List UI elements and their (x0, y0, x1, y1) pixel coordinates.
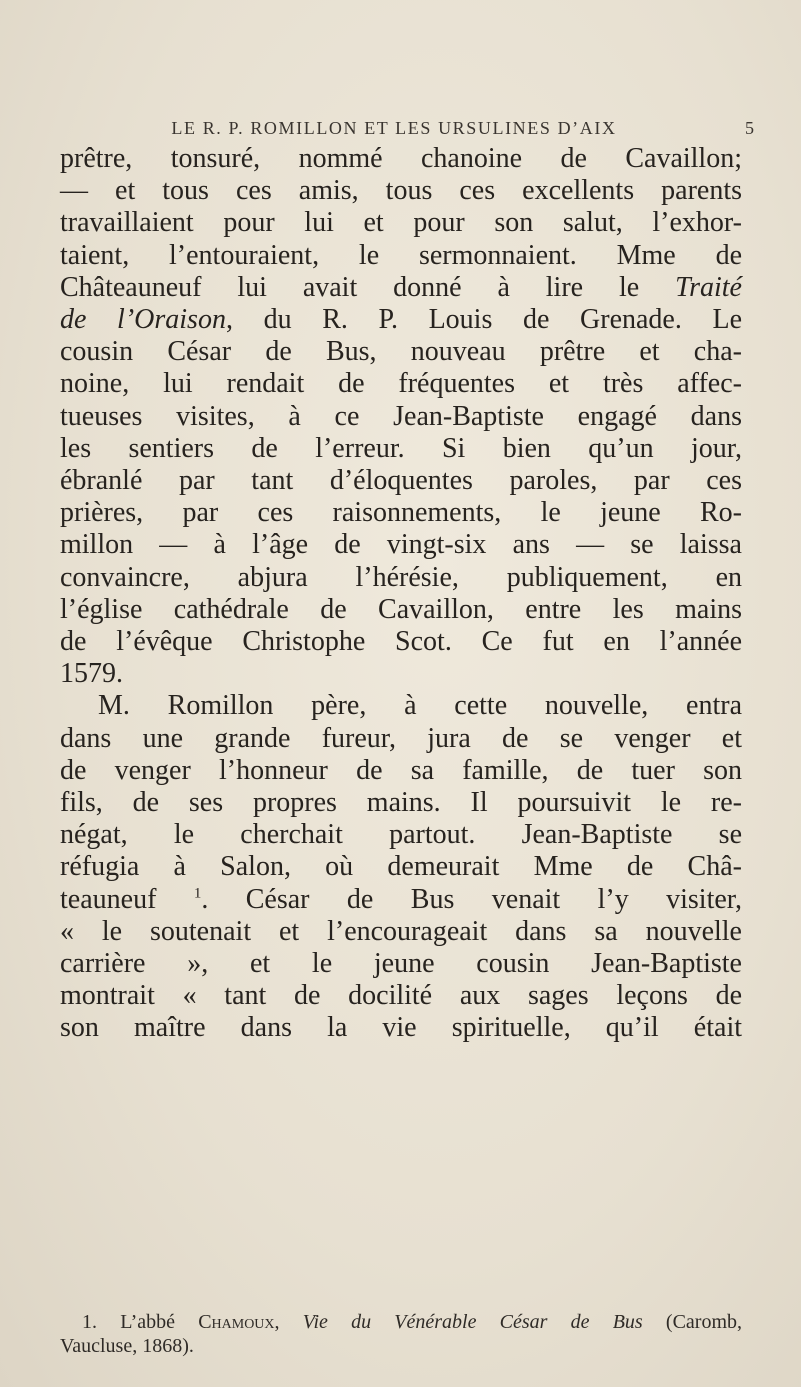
footnote-marker: 1. (82, 1311, 97, 1333)
text-line: taient, l’entouraient, le sermonnaient. Mme de (60, 239, 742, 271)
text-line: carrière », et le jeune cousin Jean-Baptiste (60, 948, 742, 980)
text-line: de venger l’honneur de sa famille, de tuer son (60, 754, 742, 786)
text-fragment: teauneuf (60, 883, 194, 915)
text-fragment: . César de Bus venait l’y visiter, (201, 883, 742, 915)
text-line (60, 884, 742, 916)
text-line: montrait « tant de docilité aux sages leçons de (60, 980, 742, 1012)
text-line: — et tous ces amis, tous ces excellents parents (60, 175, 742, 207)
text-line: son maître dans la vie spirituelle, qu’il était (60, 1012, 742, 1044)
footnote-text: (Caromb, (642, 1311, 743, 1333)
text-fragment: , du R. P. Louis de Grenade. Le (225, 304, 742, 336)
footnote-book-title: Vie du Vénérable César de Bus (302, 1311, 643, 1333)
text-line (60, 272, 742, 304)
text-line: de l’évêque Christophe Scot. Ce fut en l’année (60, 626, 742, 658)
footnote-text: , (274, 1311, 303, 1333)
text-line: convaincre, abjura l’hérésie, publiquement, en (60, 561, 742, 593)
text-line: les sentiers de l’erreur. Si bien qu’un jour, (60, 432, 742, 464)
text-fragment: Châteauneuf lui avait donné à lire le (60, 271, 676, 303)
text-line: l’église cathédrale de Cavaillon, entre les mains (60, 593, 742, 625)
body-text (60, 143, 742, 1045)
footnote-ref: 1 (193, 885, 202, 902)
footnote (60, 1310, 742, 1358)
footnote-text: L’abbé (97, 1311, 199, 1333)
text-line: 1579. (60, 658, 123, 690)
text-line: réfugia à Salon, où demeurait Mme de Châ- (60, 851, 742, 883)
text-line: tueuses visites, à ce Jean-Baptiste engagé dans (60, 400, 742, 432)
text-line: ébranlé par tant d’éloquentes paroles, par ces (60, 465, 742, 497)
text-line: millon — à l’âge de vingt-six ans — se laissa (60, 529, 742, 561)
text-line: prières, par ces raisonnements, le jeune Ro- (60, 497, 742, 529)
text-line: noine, lui rendait de fréquentes et très affec- (60, 368, 742, 400)
text-line: fils, de ses propres mains. Il poursuivit le re- (60, 787, 742, 819)
text-line: « le soutenait et l’encourageait dans sa nouvelle (60, 915, 742, 947)
text-line: prêtre, tonsuré, nommé chanoine de Cavaillon; (60, 143, 742, 174)
text-line: travaillaient pour lui et pour son salut, l’exhor- (60, 207, 742, 239)
text-line (60, 304, 742, 336)
text-line: cousin César de Bus, nouveau prêtre et cha- (60, 336, 742, 368)
text-line: dans une grande fureur, jura de se venger et (60, 722, 742, 754)
footnote-line: Vaucluse, 1868). (60, 1335, 194, 1357)
page-number: 5 (745, 118, 754, 138)
running-head (94, 118, 754, 142)
footnote-line (60, 1310, 742, 1334)
text-line: M. Romillon père, à cette nouvelle, entra (98, 690, 742, 722)
italic-title: de l’Oraison (60, 304, 226, 336)
footnote-author: Chamoux (198, 1311, 275, 1333)
text-line: négat, le cherchait partout. Jean-Baptiste se (60, 819, 742, 851)
italic-title: Traité (675, 271, 742, 303)
running-title: LE R. P. ROMILLON ET LES URSULINES D’AIX (171, 118, 617, 138)
